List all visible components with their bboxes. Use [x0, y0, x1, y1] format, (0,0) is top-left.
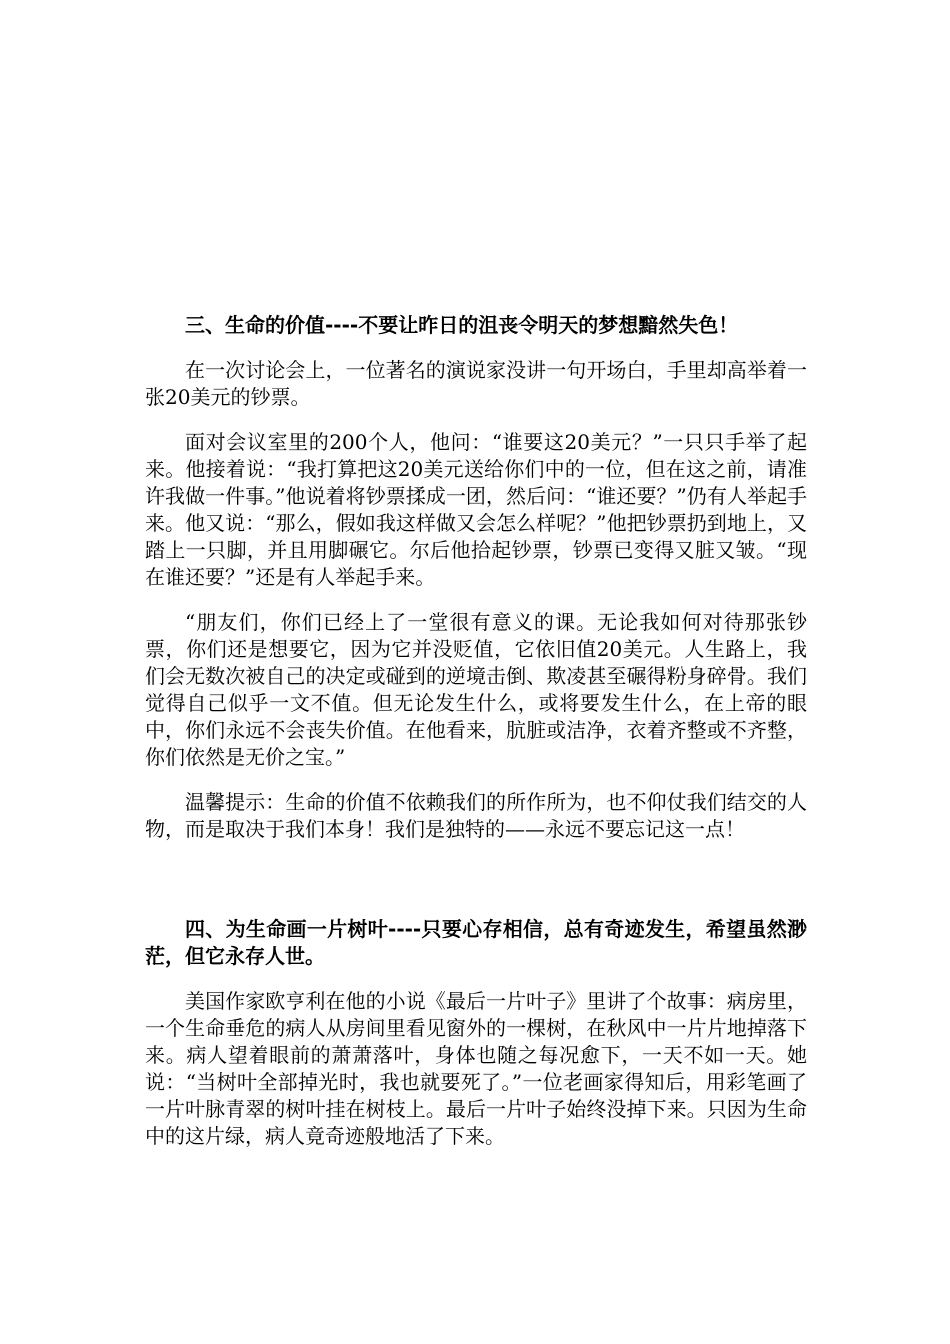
section-heading-draw-a-leaf: 四、为生命画一片树叶----只要心存相信，总有奇迹发生，希望虽然渺茫，但它永存人世。	[145, 917, 807, 968]
paragraph: 在一次讨论会上，一位著名的演说家没讲一句开场白，手里却高举着一张20美元的钞票。	[145, 358, 807, 409]
paragraph: 面对会议室里的200个人，他问：“谁要这20美元？”一只只手举了起来。他接着说：“我打算把这20美元送给你们中的一位，但在这之前，请准许我做一件事。”他说着将钞票揉成一团，然后问：“谁还要？”仍有人举起手来。他又说：“那么，假如我这样做又会怎么样呢？”他把钞票扔到地上，又踏上一只脚，并且用脚碾它。尔后他拾起钞票，钞票已变得又脏又皱。“现在谁还要？”还是有人举起手来。	[145, 430, 807, 589]
paragraph: 美国作家欧亨利在他的小说《最后一片叶子》里讲了个故事：病房里，一个生命垂危的病人从房间里看见窗外的一棵树，在秋风中一片片地掉落下来。病人望着眼前的萧萧落叶，身体也随之每况愈下，一天不如一天。她说：“当树叶全部掉光时，我也就要死了。”一位老画家得知后，用彩笔画了一片叶脉青翠的树叶挂在树枝上。最后一片叶子始终没掉下来。只因为生命中的这片绿，病人竟奇迹般地活了下来。	[145, 989, 807, 1148]
paragraph: “朋友们，你们已经上了一堂很有意义的课。无论我如何对待那张钞票，你们还是想要它，因为它并没贬值，它依旧值20美元。人生路上，我们会无数次被自己的决定或碰到的逆境击倒、欺凌甚至碾得粉身碎骨。我们觉得自己似乎一文不值。但无论发生什么，或将要发生什么，在上帝的眼中，你们永远不会丧失价值。在他看来，肮脏或洁净，衣着齐整或不齐整，你们依然是无价之宝。”	[145, 610, 807, 769]
section-heading-value-of-life: 三、生命的价值----不要让昨日的沮丧令明天的梦想黯然失色！	[185, 313, 739, 337]
document-page	[145, 312, 807, 1150]
tip-paragraph: 温馨提示：生命的价值不依赖我们的所作所为，也不仰仗我们结交的人物，而是取决于我们本身！我们是独特的——永远不要忘记这一点！	[145, 790, 807, 841]
